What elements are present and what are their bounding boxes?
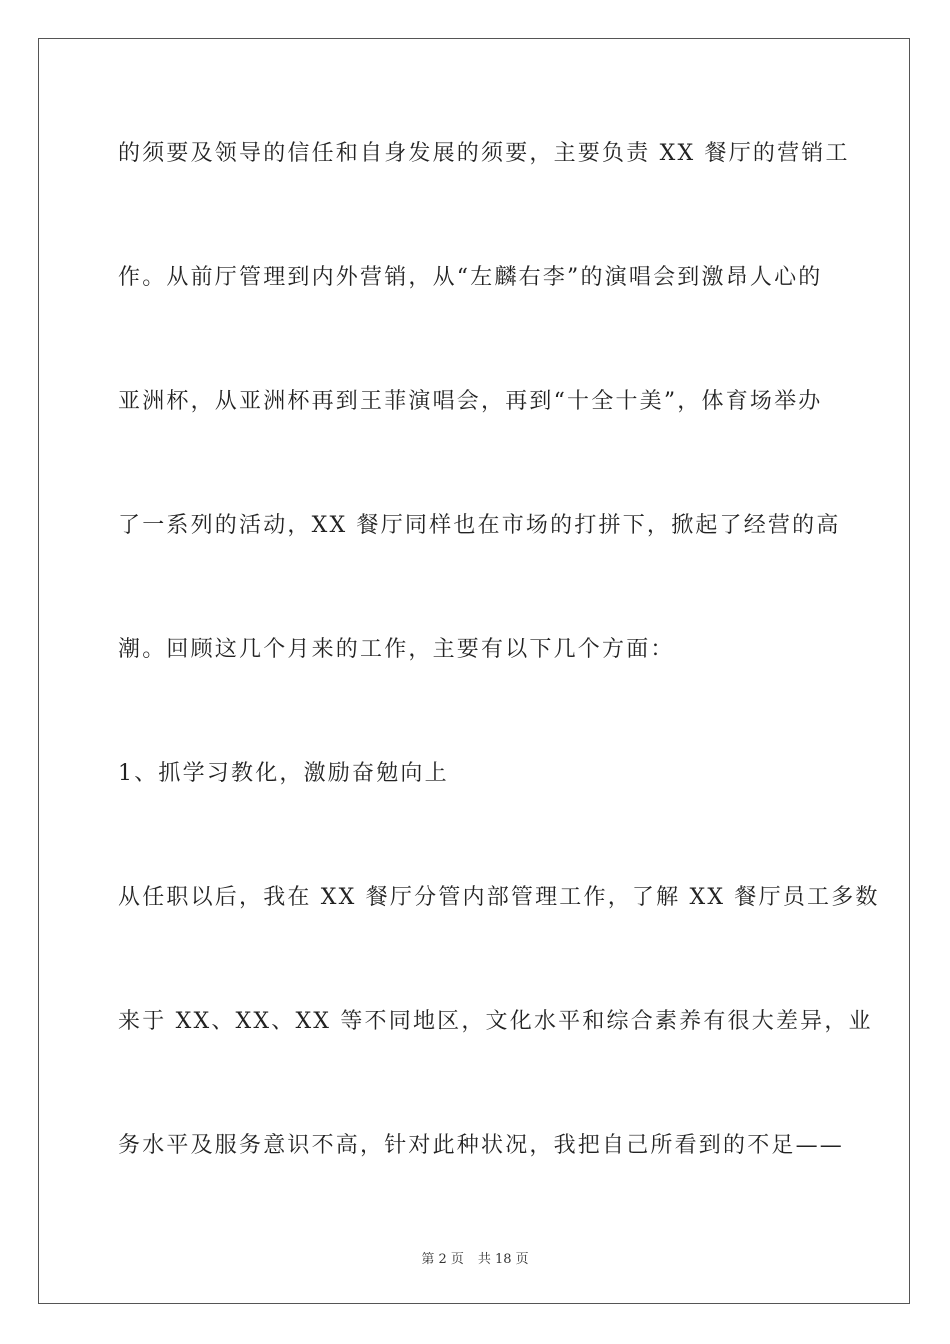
body-text-line: 亚洲杯，从亚洲杯再到王菲演唱会，再到“十全十美”，体育场举办 [118, 389, 823, 414]
body-text-line: 务水平及服务意识不高，针对此种状况，我把自己所看到的不足—— [118, 1133, 845, 1158]
body-text-line: 的须要及领导的信任和自身发展的须要，主要负责 XX 餐厅的营销工 [118, 141, 850, 166]
page-total: 共 18 页 [477, 1252, 529, 1267]
body-text-line: 作。从前厅管理到内外营销，从“左麟右李”的演唱会到激昂人心的 [118, 265, 823, 290]
body-text-line: 了一系列的活动，XX 餐厅同样也在市场的打拼下，掀起了经营的高 [118, 513, 841, 538]
page-footer [0, 1248, 950, 1267]
section-heading: 1、抓学习教化，激励奋勉向上 [118, 761, 449, 786]
body-text-line: 来于 XX、XX、XX 等不同地区，文化水平和综合素养有很大差异，业 [118, 1009, 873, 1034]
body-text-line: 潮。回顾这几个月来的工作，主要有以下几个方面： [118, 637, 675, 662]
page-frame [38, 38, 910, 1304]
body-text-line: 从任职以后，我在 XX 餐厅分管内部管理工作，了解 XX 餐厅员工多数 [118, 885, 880, 910]
page-number: 第 2 页 [421, 1252, 464, 1267]
